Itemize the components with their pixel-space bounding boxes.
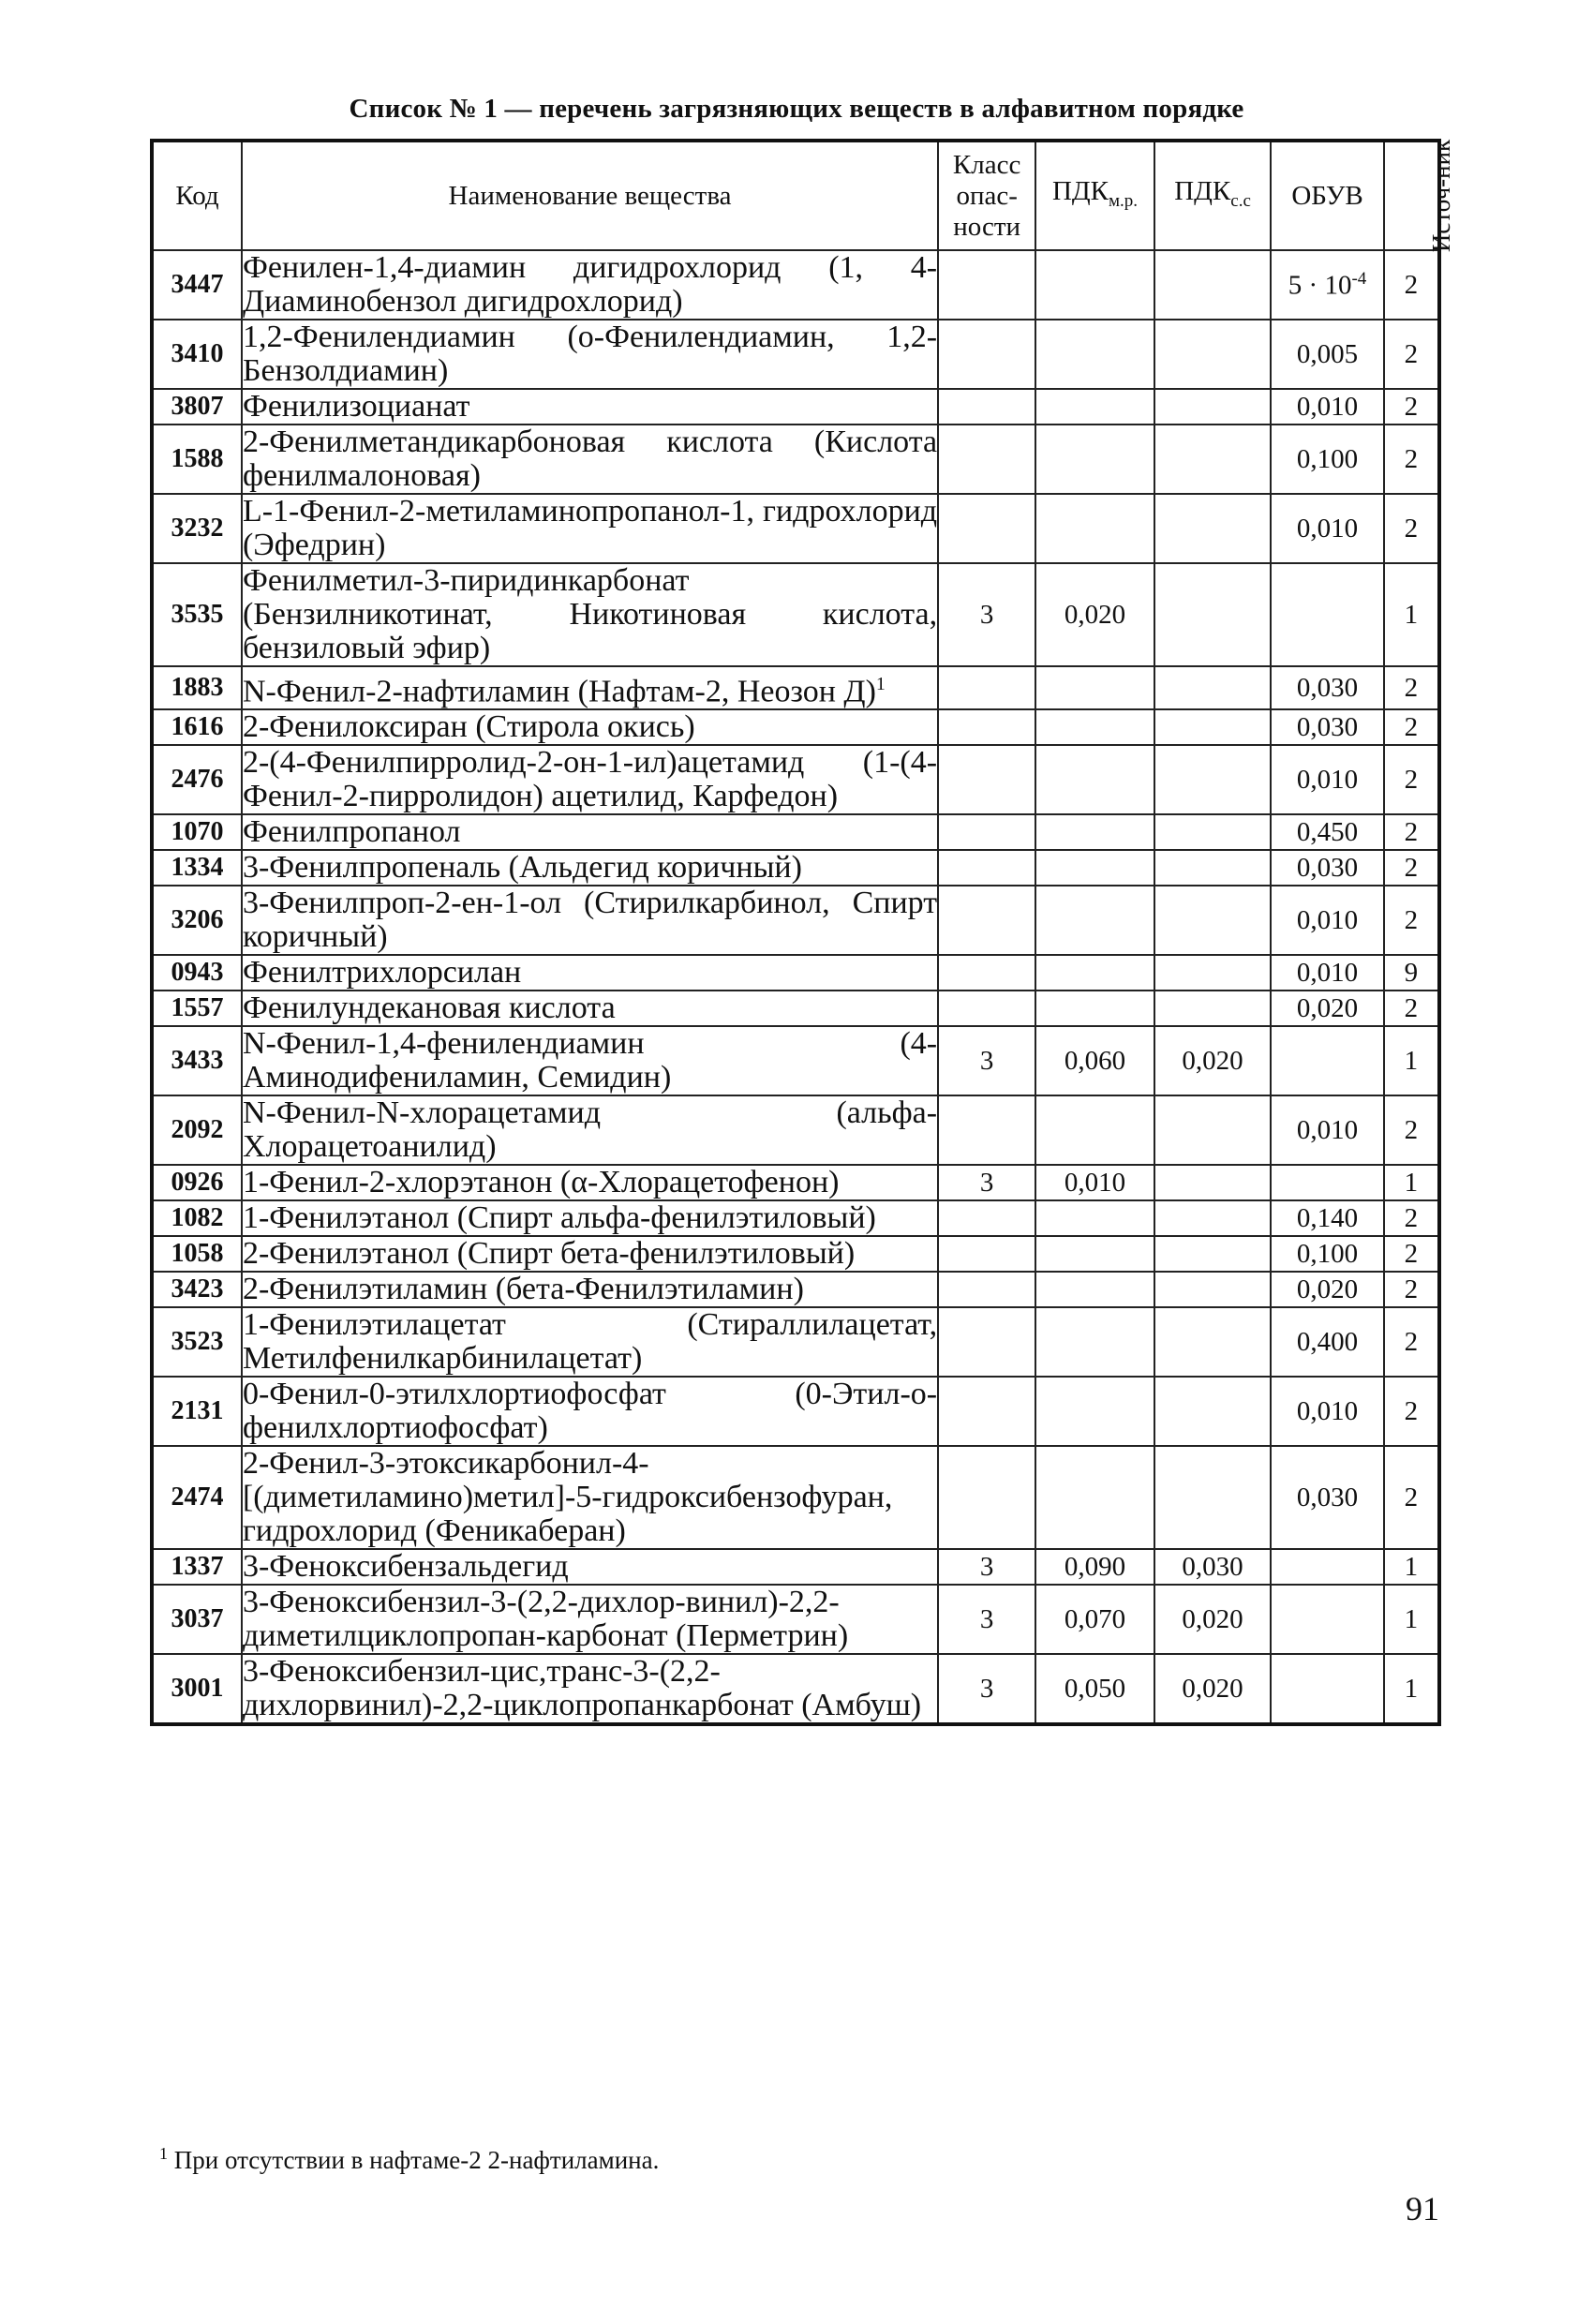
obuv-value <box>1271 250 1383 320</box>
obuv-text: 0,030 <box>1296 672 1359 703</box>
substance-name-text: 3-Фенилпропеналь (Альдегид коричный) <box>242 850 802 886</box>
hazard-class-value <box>938 1200 1035 1236</box>
obuv-value <box>1271 1095 1383 1165</box>
obuv-value <box>1271 494 1383 563</box>
substance-name-text: Фенилизоцианат <box>242 389 470 424</box>
substance-code: 3001 <box>152 1654 242 1724</box>
substance-code: 1334 <box>152 850 242 886</box>
substance-name-text: Фенилметил-3-пиридинкарбонат (Бензилникотинат, Никотиновая кислота, бензиловый эфир) <box>242 563 938 665</box>
pdk-mr-subscript: м.р. <box>1109 190 1139 211</box>
pdk-mr-value <box>1035 1446 1154 1549</box>
substance-name-text: 2-Фенилметандикарбоновая кислота (Кислота фенилмалоновая) <box>242 425 938 493</box>
source-value: 2 <box>1384 745 1439 814</box>
substance-name <box>242 1307 938 1377</box>
table-row <box>152 850 1439 886</box>
pdk-ss-value <box>1154 1236 1272 1272</box>
substance-name <box>242 1654 938 1724</box>
pdk-ss-value <box>1154 1307 1272 1377</box>
hazard-class-value <box>938 814 1035 850</box>
obuv-text: 0,010 <box>1296 391 1359 422</box>
obuv-value <box>1271 425 1383 494</box>
hazard-class-value <box>938 1446 1035 1549</box>
hazard-class-value <box>938 389 1035 425</box>
source-value: 2 <box>1384 389 1439 425</box>
pdk-ss-value <box>1154 745 1272 814</box>
pdk-mr-value <box>1035 745 1154 814</box>
pdk-ss-value <box>1154 425 1272 494</box>
substance-code: 1883 <box>152 666 242 709</box>
pdk-ss-value <box>1154 886 1272 955</box>
substance-name <box>242 1165 938 1200</box>
obuv-value <box>1271 745 1383 814</box>
source-value: 1 <box>1384 1026 1439 1095</box>
pdk-ss-value <box>1154 250 1272 320</box>
pdk-ss-value <box>1154 320 1272 389</box>
hazard-class-value: 3 <box>938 1585 1035 1654</box>
substance-name-text: N-Фенил-2-нафтиламин (Нафтам-2, Неозон Д) <box>242 674 876 709</box>
obuv-text: 0,100 <box>1296 1238 1359 1269</box>
pdk-mr-value <box>1035 991 1154 1026</box>
substance-name-text: 3-Феноксибензил-цис,транс-3-(2,2-дихлорвинил)-2,2-циклопропанкарбонат (Амбуш) <box>242 1654 922 1723</box>
obuv-text: 0,010 <box>1296 513 1359 544</box>
hazard-class-value: 3 <box>938 1654 1035 1724</box>
hazard-class-line: ности <box>953 211 1021 242</box>
substance-name-text: 2-Фенилэтиламин (бета-Фенилэтиламин) <box>242 1272 804 1307</box>
pdk-mr-value <box>1035 389 1154 425</box>
table-row <box>152 1446 1439 1549</box>
pdk-ss-value <box>1154 814 1272 850</box>
substance-code: 3433 <box>152 1026 242 1095</box>
obuv-value <box>1271 1654 1383 1724</box>
table-row <box>152 1095 1439 1165</box>
substance-code: 3447 <box>152 250 242 320</box>
col-header-code: Код <box>152 141 242 250</box>
obuv-value <box>1271 1585 1383 1654</box>
substance-name-text: 2-Фенил-3-этоксикарбонил-4-[(диметиламино)метил]-5-гидроксибензофуран, гидрохлорид (Феникаберан) <box>242 1446 893 1549</box>
pdk-ss-value <box>1154 1165 1272 1200</box>
pdk-ss-value <box>1154 1446 1272 1549</box>
substance-code: 2474 <box>152 1446 242 1549</box>
source-value: 1 <box>1384 1654 1439 1724</box>
obuv-value <box>1271 709 1383 745</box>
hazard-class-value: 3 <box>938 1026 1035 1095</box>
pdk-ss-value: 0,020 <box>1154 1585 1272 1654</box>
source-value: 2 <box>1384 1236 1439 1272</box>
pdk-mr-value <box>1035 1236 1154 1272</box>
substance-code: 2092 <box>152 1095 242 1165</box>
col-header-name: Наименование вещества <box>242 141 938 250</box>
hazard-class-value <box>938 709 1035 745</box>
pdk-mr-value <box>1035 1095 1154 1165</box>
page-title: Список № 1 — перечень загрязняющих веществ в алфавитном порядке <box>349 94 1244 124</box>
substance-name <box>242 563 938 666</box>
table-row <box>152 955 1439 991</box>
table-row <box>152 666 1439 709</box>
hazard-class-value <box>938 1272 1035 1307</box>
source-value: 2 <box>1384 425 1439 494</box>
obuv-value <box>1271 850 1383 886</box>
obuv-value <box>1271 814 1383 850</box>
substance-code: 0943 <box>152 955 242 991</box>
source-value: 2 <box>1384 1200 1439 1236</box>
pdk-mr-value: 0,060 <box>1035 1026 1154 1095</box>
substances-table <box>150 139 1455 1726</box>
substance-name <box>242 1095 938 1165</box>
substance-name <box>242 1549 938 1585</box>
substance-name <box>242 886 938 955</box>
substance-name <box>242 1272 938 1307</box>
substance-code: 2476 <box>152 745 242 814</box>
hazard-class-value <box>938 666 1035 709</box>
obuv-text: 0,020 <box>1296 992 1359 1023</box>
source-value: 2 <box>1384 886 1439 955</box>
substance-name-text: Фенилпропанол <box>242 814 461 850</box>
obuv-value <box>1271 1236 1383 1272</box>
source-value: 2 <box>1384 494 1439 563</box>
hazard-class-value <box>938 1307 1035 1377</box>
source-value: 1 <box>1384 1585 1439 1654</box>
table-row <box>152 389 1439 425</box>
obuv-text: 0,020 <box>1296 1274 1359 1304</box>
substance-code: 3807 <box>152 389 242 425</box>
substance-name <box>242 425 938 494</box>
substance-code: 1616 <box>152 709 242 745</box>
substance-name-text: 1-Фенилэтанол (Спирт альфа-фенилэтиловый) <box>242 1200 876 1236</box>
pdk-ss-label: ПДК <box>1174 175 1231 206</box>
substance-name-text: Фенилтрихлорсилан <box>242 955 522 991</box>
obuv-text: 0,140 <box>1296 1202 1359 1233</box>
substance-name <box>242 1377 938 1446</box>
substance-name <box>242 1026 938 1095</box>
source-value: 2 <box>1384 1272 1439 1307</box>
substance-name <box>242 1236 938 1272</box>
table-row <box>152 991 1439 1026</box>
pdk-ss-value <box>1154 494 1272 563</box>
substance-code: 0926 <box>152 1165 242 1200</box>
substance-name <box>242 991 938 1026</box>
table-row <box>152 563 1439 666</box>
obuv-text: 0,010 <box>1296 1114 1359 1145</box>
substance-name-text: 1-Фенил-2-хлорэтанон (α-Хлорацетофенон) <box>242 1165 840 1200</box>
pdk-mr-value <box>1035 250 1154 320</box>
source-value: 2 <box>1384 320 1439 389</box>
substance-name <box>242 494 938 563</box>
substance-name-text: 2-(4-Фенилпирролид-2-он-1-ил)ацетамид (1-(4-Фенил-2-пирролидон) ацетилид, Карфедон) <box>242 745 938 814</box>
hazard-class-value <box>938 250 1035 320</box>
obuv-value <box>1271 1272 1383 1307</box>
table-row <box>152 1272 1439 1307</box>
obuv-value <box>1271 1165 1383 1200</box>
pdk-mr-value <box>1035 1200 1154 1236</box>
substance-code: 3410 <box>152 320 242 389</box>
pdk-mr-value <box>1035 1377 1154 1446</box>
table-row <box>152 1200 1439 1236</box>
substance-code: 3232 <box>152 494 242 563</box>
pdk-mr-value <box>1035 320 1154 389</box>
hazard-class-value: 3 <box>938 1549 1035 1585</box>
table-row <box>152 1654 1439 1724</box>
substance-name <box>242 1200 938 1236</box>
pdk-mr-value <box>1035 666 1154 709</box>
substance-name-text: 2-Фенилэтанол (Спирт бета-фенилэтиловый) <box>242 1236 856 1272</box>
obuv-text: 0,030 <box>1296 1482 1359 1512</box>
col-header-hazard-class <box>938 141 1035 250</box>
substance-name-text: 3-Фенилпроп-2-ен-1-ол (Стирилкарбинол, Спирт коричный) <box>242 886 938 955</box>
pdk-mr-value: 0,020 <box>1035 563 1154 666</box>
table-row <box>152 1549 1439 1585</box>
substance-name <box>242 709 938 745</box>
obuv-exponent: -4 <box>1351 268 1367 289</box>
hazard-class-line: опас- <box>956 180 1018 211</box>
substance-code: 1557 <box>152 991 242 1026</box>
pdk-ss-value <box>1154 709 1272 745</box>
table-row <box>152 494 1439 563</box>
obuv-value <box>1271 320 1383 389</box>
pdk-mr-value <box>1035 494 1154 563</box>
pdk-mr-value: 0,050 <box>1035 1654 1154 1724</box>
source-value: 1 <box>1384 1549 1439 1585</box>
obuv-value <box>1271 991 1383 1026</box>
substance-code: 1082 <box>152 1200 242 1236</box>
hazard-class-value <box>938 955 1035 991</box>
substance-name-text: 1-Фенилэтилацетат (Стираллилацетат, Метилфенилкарбинилацетат) <box>242 1307 938 1377</box>
substance-code: 1588 <box>152 425 242 494</box>
hazard-class-value: 3 <box>938 1165 1035 1200</box>
substance-code: 1337 <box>152 1549 242 1585</box>
obuv-value <box>1271 1026 1383 1095</box>
pdk-ss-value: 0,030 <box>1154 1549 1272 1585</box>
table-row <box>152 1585 1439 1654</box>
table-row <box>152 1236 1439 1272</box>
hazard-class-value <box>938 320 1035 389</box>
obuv-value <box>1271 886 1383 955</box>
col-header-obuv: ОБУВ <box>1271 141 1383 250</box>
substance-code: 3535 <box>152 563 242 666</box>
obuv-value <box>1271 955 1383 991</box>
source-value: 2 <box>1384 850 1439 886</box>
substance-name <box>242 666 938 709</box>
source-value: 1 <box>1384 1165 1439 1200</box>
hazard-class-value <box>938 745 1035 814</box>
table-row <box>152 709 1439 745</box>
substance-name <box>242 1585 938 1654</box>
header-row <box>152 141 1439 250</box>
source-value: 1 <box>1384 563 1439 666</box>
pdk-ss-value <box>1154 666 1272 709</box>
substance-code: 3423 <box>152 1272 242 1307</box>
source-value: 2 <box>1384 250 1439 320</box>
col-header-pdk-ss <box>1154 141 1272 250</box>
table-row <box>152 814 1439 850</box>
substance-code: 2131 <box>152 1377 242 1446</box>
obuv-text: 0,450 <box>1296 816 1359 847</box>
substance-name-text: 0-Фенил-0-этилхлортиофосфат (0-Этил-о-фенилхлортиофосфат) <box>242 1377 938 1446</box>
substance-name <box>242 850 938 886</box>
hazard-class-value <box>938 1095 1035 1165</box>
obuv-text: 0,400 <box>1296 1326 1359 1357</box>
obuv-text: 0,010 <box>1296 764 1359 795</box>
obuv-text: 0,030 <box>1296 852 1359 883</box>
page-number: 91 <box>1406 2190 1439 2227</box>
pdk-mr-value <box>1035 709 1154 745</box>
source-value: 2 <box>1384 1307 1439 1377</box>
table-row <box>152 745 1439 814</box>
substance-code: 1070 <box>152 814 242 850</box>
substance-name <box>242 320 938 389</box>
pdk-ss-value <box>1154 1200 1272 1236</box>
hazard-class-line: Класс <box>952 149 1021 180</box>
obuv-text: 0,010 <box>1296 1395 1359 1426</box>
table-row <box>152 1377 1439 1446</box>
pdk-mr-value: 0,070 <box>1035 1585 1154 1654</box>
obuv-text: 0,005 <box>1296 338 1359 369</box>
table-row <box>152 886 1439 955</box>
pdk-ss-value <box>1154 991 1272 1026</box>
hazard-class-value <box>938 886 1035 955</box>
source-value: 2 <box>1384 991 1439 1026</box>
substance-name-text: 1,2-Фенилендиамин (о-Фенилендиамин, 1,2-Бензолдиамин) <box>242 320 938 388</box>
pdk-ss-subscript: с.с <box>1230 190 1251 211</box>
pdk-ss-value <box>1154 1095 1272 1165</box>
obuv-text: 0,100 <box>1296 443 1359 474</box>
hazard-class-value <box>938 425 1035 494</box>
source-value: 2 <box>1384 709 1439 745</box>
obuv-value <box>1271 666 1383 709</box>
substance-name-text: Фенилундекановая кислота <box>242 991 616 1026</box>
source-value: 2 <box>1384 1377 1439 1446</box>
obuv-value <box>1271 1446 1383 1549</box>
substance-name-text: 2-Фенилоксиран (Стирола окись) <box>242 709 695 745</box>
table-row <box>152 250 1439 320</box>
substance-name-text: N-Фенил-N-хлорацетамид (альфа-Хлорацетоанилид) <box>242 1095 938 1165</box>
obuv-value <box>1271 1549 1383 1585</box>
pdk-ss-value <box>1154 1272 1272 1307</box>
substance-code: 3037 <box>152 1585 242 1654</box>
hazard-class-value <box>938 1236 1035 1272</box>
table-row <box>152 1165 1439 1200</box>
source-value: 2 <box>1384 814 1439 850</box>
footnote-ref: 1 <box>875 674 886 694</box>
pdk-mr-value <box>1035 425 1154 494</box>
substance-name-text: 3-Феноксибензил-3-(2,2-дихлор-винил)-2,2-диметилциклопропан-карбонат (Перметрин) <box>242 1585 849 1654</box>
source-value: 2 <box>1384 666 1439 709</box>
col-header-pdk-mr <box>1035 141 1154 250</box>
substance-name-text: 3-Феноксибензальдегид <box>242 1549 569 1585</box>
substance-code: 3206 <box>152 886 242 955</box>
source-value: 2 <box>1384 1446 1439 1549</box>
pdk-ss-value <box>1154 850 1272 886</box>
pdk-ss-value: 0,020 <box>1154 1026 1272 1095</box>
hazard-class-value <box>938 850 1035 886</box>
hazard-class-value <box>938 1377 1035 1446</box>
hazard-class-value <box>938 494 1035 563</box>
pdk-mr-value <box>1035 850 1154 886</box>
footnote-mark: 1 <box>159 2144 168 2163</box>
table-row <box>152 425 1439 494</box>
obuv-text: 0,030 <box>1296 711 1359 742</box>
source-label: Источ-ник <box>1426 139 1455 252</box>
table-row <box>152 1307 1439 1377</box>
pdk-ss-value <box>1154 563 1272 666</box>
pdk-mr-value <box>1035 814 1154 850</box>
footnote-text: При отсутствии в нафтаме-2 2-нафтиламина. <box>173 2146 660 2174</box>
substance-name <box>242 814 938 850</box>
pdk-mr-label: ПДК <box>1051 175 1109 206</box>
table-row <box>152 320 1439 389</box>
pdk-mr-value <box>1035 1272 1154 1307</box>
substance-name <box>242 1446 938 1549</box>
pdk-ss-value <box>1154 955 1272 991</box>
source-value: 9 <box>1384 955 1439 991</box>
col-header-source <box>1384 139 1455 252</box>
table-row <box>152 1026 1439 1095</box>
obuv-value <box>1271 563 1383 666</box>
obuv-value <box>1271 1200 1383 1236</box>
pdk-mr-value <box>1035 1307 1154 1377</box>
obuv-value <box>1271 1377 1383 1446</box>
substance-code: 3523 <box>152 1307 242 1377</box>
pdk-mr-value: 0,090 <box>1035 1549 1154 1585</box>
obuv-text: 5 · 10 <box>1288 270 1352 301</box>
pdk-mr-value: 0,010 <box>1035 1165 1154 1200</box>
hazard-class-value <box>938 991 1035 1026</box>
hazard-class-value: 3 <box>938 563 1035 666</box>
substance-name <box>242 745 938 814</box>
substance-name-text: L-1-Фенил-2-метиламинопропанол-1, гидрохлорид (Эфедрин) <box>242 494 938 562</box>
source-value: 2 <box>1384 1095 1439 1165</box>
obuv-value <box>1271 1307 1383 1377</box>
substance-name <box>242 389 938 425</box>
obuv-text: 0,010 <box>1296 904 1359 935</box>
pdk-mr-value <box>1035 955 1154 991</box>
substance-name-text: N-Фенил-1,4-фенилендиамин (4-Аминодифениламин, Семидин) <box>242 1026 938 1095</box>
pdk-mr-value <box>1035 886 1154 955</box>
substance-code: 1058 <box>152 1236 242 1272</box>
substance-name-text: Фенилен-1,4-диамин дигидрохлорид (1, 4-Диаминобензол дигидрохлорид) <box>242 250 938 319</box>
pdk-ss-value: 0,020 <box>1154 1654 1272 1724</box>
footnote <box>159 2144 659 2175</box>
obuv-value <box>1271 389 1383 425</box>
substance-name <box>242 955 938 991</box>
substance-name <box>242 250 938 320</box>
obuv-text: 0,010 <box>1296 957 1359 988</box>
pdk-ss-value <box>1154 1377 1272 1446</box>
pdk-ss-value <box>1154 389 1272 425</box>
